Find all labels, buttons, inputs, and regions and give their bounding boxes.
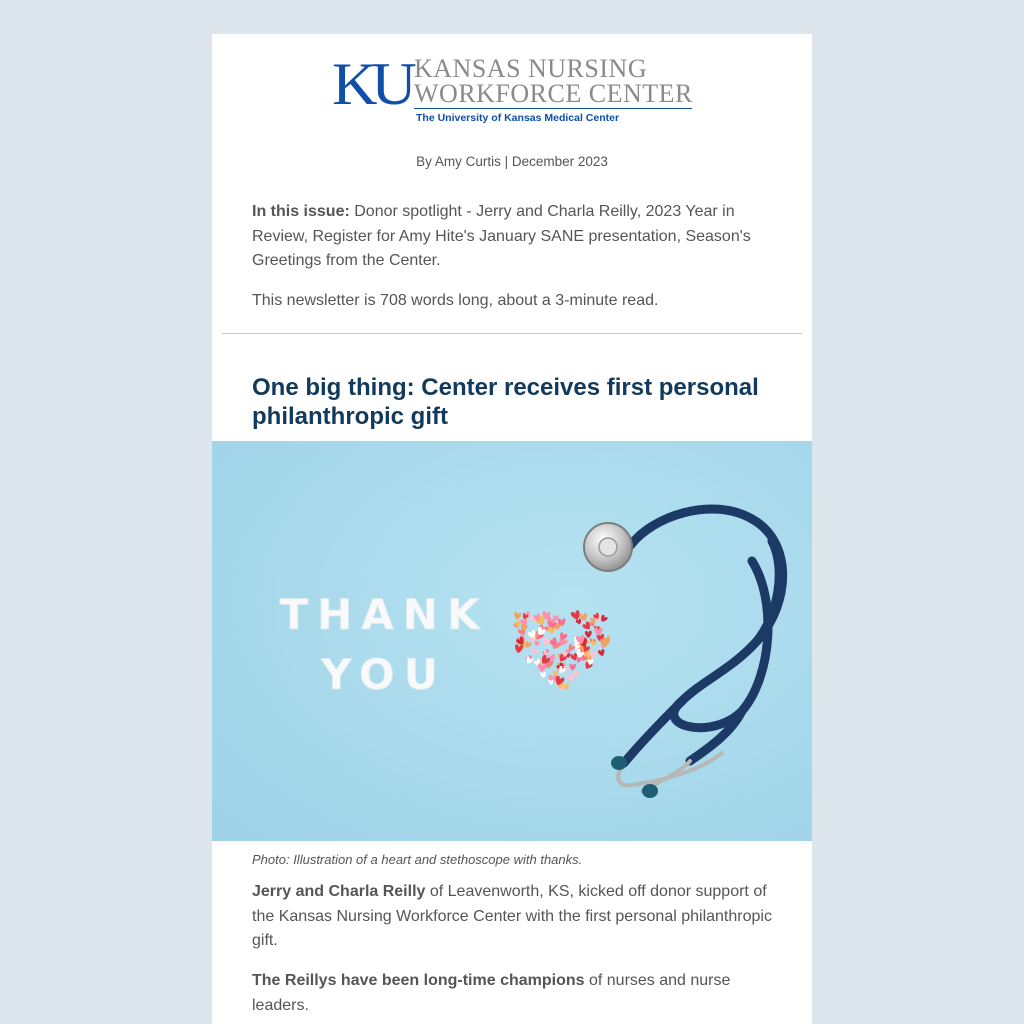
ku-logo-mark: KU	[332, 51, 411, 117]
p2-text: of nurses and nurse leaders.	[252, 972, 731, 1014]
logo-rule	[414, 108, 692, 109]
ku-nursing-workforce-logo[interactable]	[332, 51, 694, 128]
logo-subtitle: The University of Kansas Medical Center	[416, 112, 620, 124]
newsletter-card	[212, 34, 812, 1024]
issue-text: Donor spotlight - Jerry and Charla Reilly, 2023 Year in Review, Register for Amy Hite's January SANE presentation, Season's Greetings from the Center.	[252, 203, 751, 269]
article-paragraph-1	[252, 880, 774, 954]
p1-bold: Jerry and Charla Reilly	[252, 883, 426, 900]
read-time: This newsletter is 708 words long, about a 3-minute read.	[252, 292, 659, 309]
section-divider	[222, 333, 802, 334]
in-this-issue	[252, 200, 774, 274]
issue-label: In this issue:	[252, 203, 350, 220]
p1-text: of Leavenworth, KS, kicked off donor support of the Kansas Nursing Workforce Center with the first personal philanthropic gift.	[252, 883, 772, 949]
photo-background	[212, 441, 812, 841]
thank-you-stethoscope-image	[212, 441, 812, 841]
logo-line-2: WORKFORCE CENTER	[414, 79, 693, 108]
you-text: YOU	[321, 650, 447, 699]
logo-line-1: KANSAS NURSING	[414, 54, 648, 83]
article-headline: One big thing: Center receives first personal philanthropic gift	[252, 374, 759, 430]
ear-tip-left	[611, 756, 627, 770]
ear-tip-right	[642, 784, 658, 798]
byline: By Amy Curtis | December 2023	[416, 154, 608, 169]
p2-bold: The Reillys have been long-time champions	[252, 972, 585, 989]
photo-caption: Photo: Illustration of a heart and stethoscope with thanks.	[252, 852, 583, 867]
article-paragraph-2	[252, 969, 774, 1018]
thank-text: THANK	[279, 590, 489, 639]
